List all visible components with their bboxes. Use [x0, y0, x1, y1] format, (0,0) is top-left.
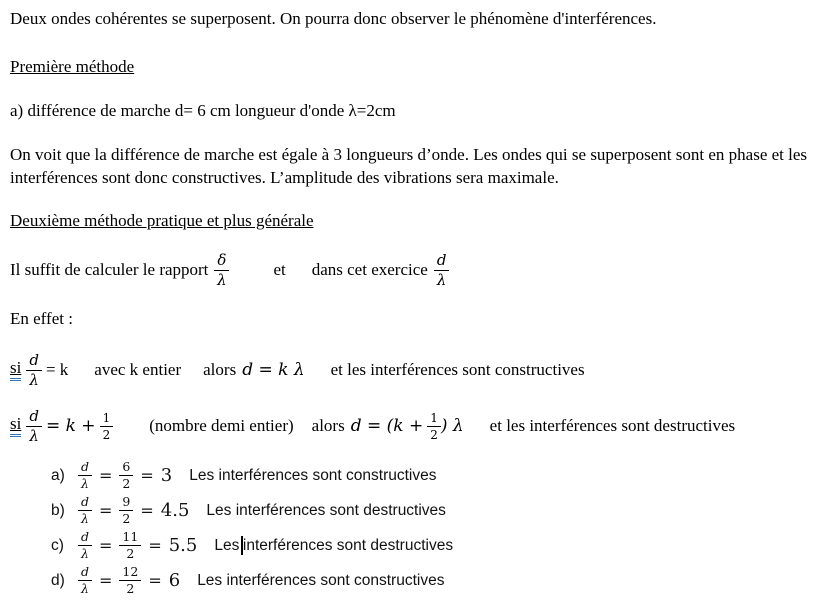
- rapport-prefix: Il suffit de calculer le rapport: [10, 260, 209, 279]
- fraction-d-lambda: $\frac{d}{\lambda}$: [78, 496, 92, 526]
- example-row-d: [10, 563, 817, 598]
- rule2-equals-k-plus: = k +: [45, 416, 96, 436]
- equals-sign: =: [140, 501, 154, 520]
- rule1-alors: alors: [203, 360, 237, 379]
- example-label: c): [51, 536, 64, 554]
- example-label: a): [51, 466, 65, 484]
- method2-heading: [10, 210, 817, 232]
- equals-sign: =: [99, 466, 113, 485]
- rule2-alors: alors: [311, 416, 345, 435]
- si-word-underlined: si: [10, 415, 21, 437]
- fraction-d-lambda: $\frac{d}{\lambda}$: [78, 461, 92, 491]
- rule2-formula-pre: d = (k +: [350, 416, 424, 436]
- example-value: 4.5: [160, 500, 190, 521]
- method1-heading: [10, 56, 817, 78]
- example-value: 3: [160, 465, 173, 486]
- en-effet-line: En effet :: [10, 309, 73, 328]
- equals-sign: =: [99, 536, 113, 555]
- example-label: b): [51, 501, 65, 519]
- rapport-middle: dans cet exercice: [311, 260, 428, 279]
- method1-explanation: On voit que la différence de marche est égale à 3 longueurs d’onde. Les ondes qui se superposent sont en phase et les interférences sont donc constructives. L’amplitude des vibrations sera maximale.: [10, 145, 808, 187]
- fraction-6-2: $\frac{6}{2}$: [119, 461, 133, 491]
- example-value: 6: [168, 570, 181, 591]
- fraction-delta-lambda: $\frac{\delta}{\lambda}$: [214, 253, 229, 288]
- rule1-conclusion: et les interférences sont constructives: [330, 360, 585, 379]
- example-row-a: [10, 458, 817, 493]
- example-conclusion: Les interférences sont constructives: [197, 571, 445, 589]
- rule2-conclusion: et les interférences sont destructives: [489, 416, 736, 435]
- fraction-d-lambda: $\frac{d}{\lambda}$: [26, 409, 42, 444]
- rapport-line: [10, 246, 817, 294]
- example-row-b: [10, 493, 817, 528]
- example-row-c: [10, 528, 817, 563]
- example-label: d): [51, 571, 65, 589]
- examples-list: [10, 458, 817, 598]
- fraction-one-half: $\frac{1}{2}$: [427, 412, 441, 441]
- example-conclusion: Les interférences sont destructives: [206, 501, 446, 519]
- method1-item-a: a) différence de marche d= 6 cm longueur d'onde λ=2cm: [10, 101, 396, 120]
- example-conclusion: Les interférences sont constructives: [189, 466, 437, 484]
- rule2-formula-post: ) λ: [440, 416, 464, 436]
- rapport-et: et: [273, 260, 286, 279]
- method2-heading-text: Deuxième méthode pratique et plus générale: [10, 211, 314, 230]
- example-value: 5.5: [168, 535, 198, 556]
- equals-sign: =: [99, 571, 113, 590]
- si-word-underlined: si: [10, 359, 21, 381]
- rule-destructive-line: [10, 402, 817, 450]
- intro-paragraph: Deux ondes cohérentes se superposent. On pourra donc observer le phénomène d'interférences.: [10, 9, 657, 28]
- fraction-12-2: $\frac{12}{2}$: [119, 566, 141, 596]
- fraction-d-lambda: $\frac{d}{\lambda}$: [26, 353, 42, 388]
- equals-sign: =: [148, 571, 162, 590]
- method1-heading-text: Première méthode: [10, 57, 135, 76]
- example-conclusion-before-cursor: Les: [214, 536, 240, 554]
- fraction-11-2: $\frac{11}{2}$: [119, 531, 141, 561]
- rule-constructive-line: [10, 346, 817, 394]
- example-conclusion-after-cursor: interférences sont destructives: [242, 536, 454, 554]
- rule1-condition: avec k entier: [94, 360, 182, 379]
- fraction-d-lambda: $\frac{d}{\lambda}$: [78, 531, 92, 561]
- fraction-d-lambda: $\frac{d}{\lambda}$: [78, 566, 92, 596]
- rule1-formula: d = k λ: [242, 360, 305, 380]
- fraction-one-half: $\frac{1}{2}$: [100, 412, 114, 441]
- fraction-9-2: $\frac{9}{2}$: [119, 496, 133, 526]
- rule2-condition: (nombre demi entier): [149, 416, 294, 435]
- equals-sign: =: [99, 501, 113, 520]
- rule1-equals-k: = k: [45, 360, 69, 379]
- equals-sign: =: [140, 466, 154, 485]
- fraction-d-lambda: $\frac{d}{\lambda}$: [434, 253, 450, 288]
- equals-sign: =: [148, 536, 162, 555]
